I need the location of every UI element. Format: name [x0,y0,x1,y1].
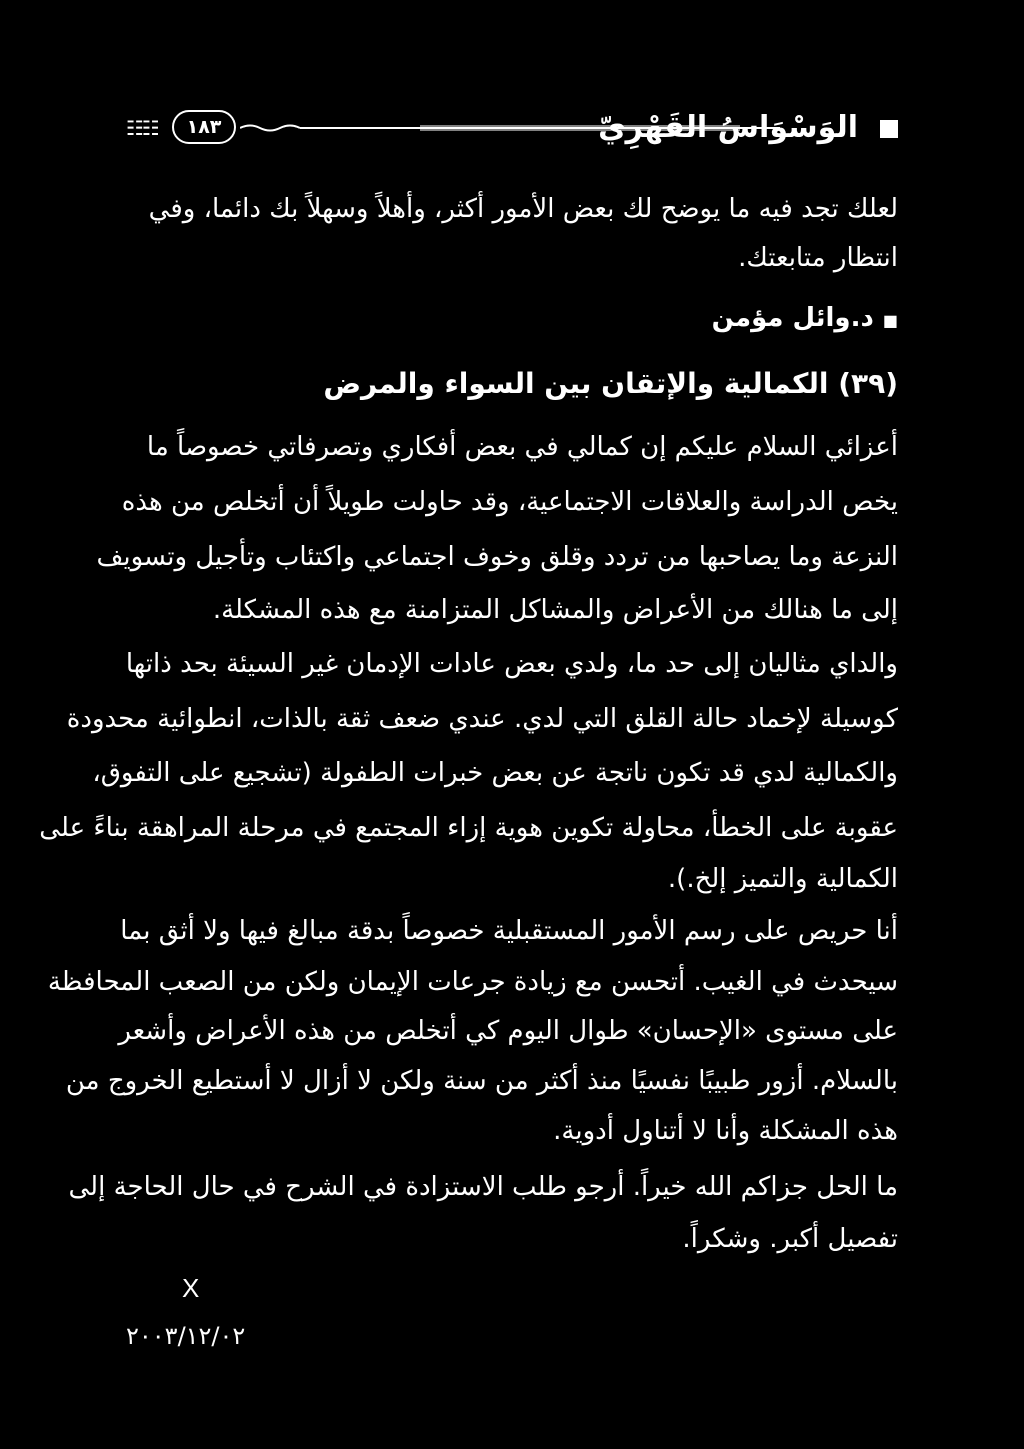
signature-text: د.وائل مؤمن [711,303,874,333]
paragraph-2-line-4: عقوبة على الخطأ، محاولة تكوين هوية إزاء المجتمع في مرحلة المراهقة بناءً على [39,813,898,843]
paragraph-2-line-3: والكمالية لدي قد تكون ناتجة عن بعض خبرات الطفولة (تشجيع على التفوق، [92,758,898,788]
paragraph-3-line-3: على مستوى «الإحسان» طوال اليوم كي أتخلص من هذه الأعراض وأشعر [118,1016,898,1046]
footer-mark: X [182,1273,200,1303]
paragraph-1-line-4: إلى ما هنالك من الأعراض والمشاكل المتزامنة مع هذه المشكلة. [212,595,898,625]
paragraph-2-line-5: الكمالية والتميز إلخ.). [667,864,898,894]
paragraph-3-line-2: سيحدث في الغيب. أتحسن مع زيادة جرعات الإيمان ولكن من الصعب المحافظة [47,967,898,997]
signature [712,298,898,341]
running-header [126,108,898,148]
section-heading: (٣٩) الكمالية والإتقان بين السواء والمرض [323,367,898,400]
paragraph-4-line-1: ما الحل جزاكم الله خيراً. أرجو طلب الاستزادة في الشرح في حال الحاجة إلى [68,1172,898,1202]
paragraph-3-line-5: هذه المشكلة وأنا لا أتناول أدوية. [553,1116,898,1146]
square-bullet-icon: ■ [882,311,898,330]
paragraph-4-line-2: تفصيل أكبر. وشكراً. [682,1224,898,1254]
book-title: الوَسْوَاسُ القَهْرِيّ [598,110,858,145]
ornament-icon: ☷☷ [126,116,158,140]
intro-line-2: انتظار متابعتك. [738,243,898,273]
paragraph-1-line-2: يخص الدراسة والعلاقات الاجتماعية، وقد حاولت طويلاً أن أتخلص من هذه [121,487,898,517]
paragraph-2-line-1: والداي مثاليان إلى حد ما، ولدي بعض عادات الإدمان غير السيئة بحد ذاتها [125,649,898,679]
paragraph-1-line-1: أعزائي السلام عليكم إن كمالي في بعض أفكاري وتصرفاتي خصوصاً ما [146,432,898,462]
page-number: ١٨٣ [172,110,236,144]
footer-date: ٢٠٠٣/١٢/٠٢ [126,1322,246,1350]
square-icon [880,120,898,138]
paragraph-3-line-4: بالسلام. أزور طبيبًا نفسيًا منذ أكثر من سنة ولكن لا أزال لا أستطيع الخروج من [65,1066,898,1096]
paragraph-2-line-2: كوسيلة لإخماد حالة القلق التي لدي. عندي ضعف ثقة بالذات، انطوائية محدودة [66,704,898,734]
paragraph-1-line-3: النزعة وما يصاحبها من تردد وقلق وخوف اجتماعي واكتئاب وتأجيل وتسويف [96,542,898,572]
paragraph-3-line-1: أنا حريص على رسم الأمور المستقبلية خصوصاً بدقة مبالغ فيها ولا أثق بما [120,916,898,946]
intro-line-1: لعلك تجد فيه ما يوضح لك بعض الأمور أكثر، وأهلاً وسهلاً بك دائما، وفي [148,194,898,224]
